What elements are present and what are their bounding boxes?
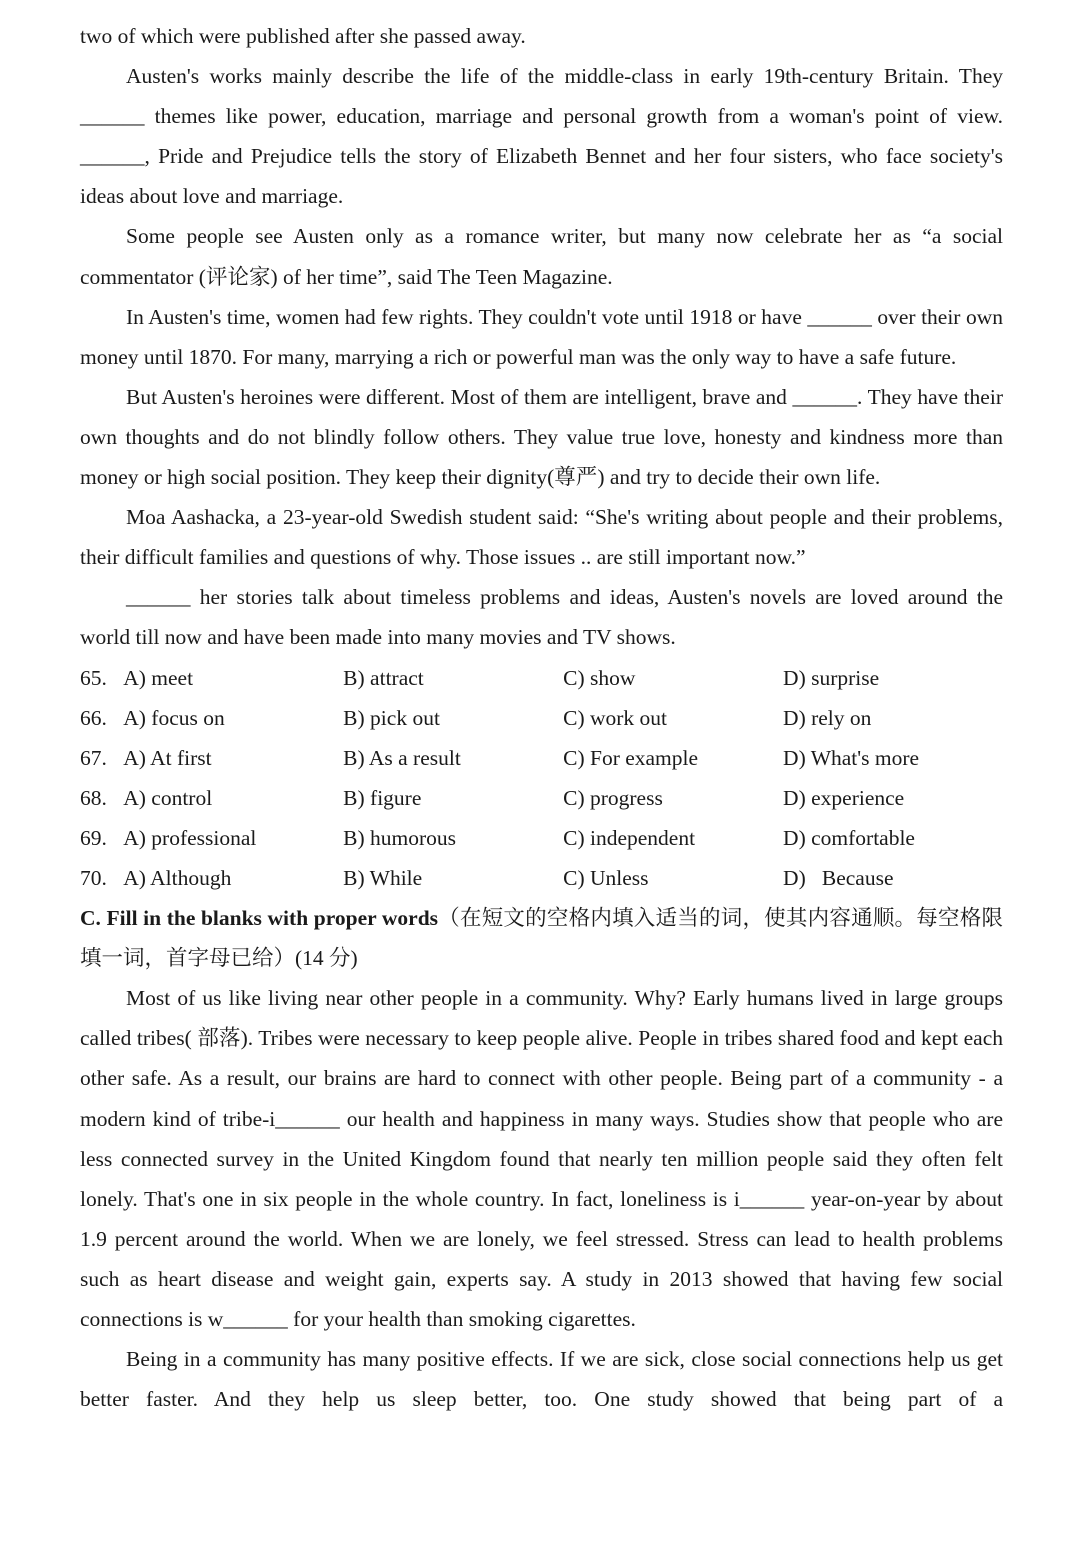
option-a: A) focus on [123,705,225,730]
section-instructions: （在短文的空格内填入适当的词，使其内容通顺。每空格限填一词，首字母已给）(14 分) [80,906,1003,971]
paragraph: Being in a community has many positive effects. If we are sick, close social connections help us get better faster. And they help us sleep better, too. One study showed that being part of a [80,1347,1003,1412]
question-number: 68. [80,785,107,810]
option-a: A) Although [123,865,232,890]
document-page [80,16,1003,1419]
section-heading [80,898,1003,978]
paragraph: ______ her stories talk about timeless problems and ideas, Austen's novels are loved around the world till now and have been made into many movies and TV shows. [80,585,1003,650]
option-d: D) rely on [783,705,872,730]
option-b: B) attract [343,665,424,690]
option-b: B) As a result [343,745,461,770]
option-d: D) comfortable [783,825,915,850]
paragraph: two of which were published after she passed away. [80,24,526,48]
paragraph: But Austen's heroines were different. Most of them are intelligent, brave and ______. They have their own thoughts and do not blindly follow others. They value true love, honesty and kindness more than money or high social position. They keep their dignity(尊严) and try to decide their own life. [80,384,1003,490]
option-b: B) pick out [343,705,440,730]
paragraph: Most of us like living near other people in a community. Why? Early humans lived in large groups called tribes( 部落). Tribes were necessary to keep people alive. People in tribes shared food and kept each other safe. As a result, our brains are hard to connect with other people. Being part of a community - a modern kind of tribe-i______ our health and happiness in many ways. Studies show that people who are less connected survey in the United Kingdom found that nearly ten million people said they often felt lonely. That's one in six people in the whole country. In fact, loneliness is i______ year-on-year by about 1.9 percent around the world. When we are lonely, we feel stressed. Stress can lead to health problems such as heart disease and weight gain, experts say. A study in 2013 showed that having few social connections is w______ for your health than smoking cigarettes. [80,986,1003,1331]
option-c: C) For example [563,745,699,770]
option-d: D) surprise [783,665,880,690]
option-c: C) independent [563,825,696,850]
question-row [80,738,1003,778]
option-c: C) progress [563,785,663,810]
question-row [80,858,1003,898]
option-a: A) professional [123,825,257,850]
question-row [80,818,1003,858]
option-a: A) At first [123,745,212,770]
option-c: C) Unless [563,865,649,890]
option-b: B) humorous [343,825,457,850]
option-b: B) figure [343,785,422,810]
option-a: A) control [123,785,213,810]
paragraph: Austen's works mainly describe the life of the middle-class in early 19th-century Britain. They ______ themes like power, education, marriage and personal growth from a woman's point of view. ______, Pride and Prejudice tells the story of Elizabeth Bennet and her four sisters, who face society's ideas about love and marriage. [80,64,1003,209]
option-d: D) experience [783,785,905,810]
question-number: 70. [80,865,107,890]
option-c: C) work out [563,705,668,730]
question-number: 65. [80,665,107,690]
section-title: C. Fill in the blanks with proper words [80,906,439,931]
paragraph: In Austen's time, women had few rights. They couldn't vote until 1918 or have ______ over their own money until 1870. For many, marrying a rich or powerful man was the only way to have a safe future. [80,304,1003,369]
question-row [80,778,1003,818]
option-b: B) While [343,865,423,890]
question-number: 69. [80,825,107,850]
option-d: D) What's more [783,745,920,770]
paragraph: Moa Aashacka, a 23-year-old Swedish student said: “She's writing about people and their problems, their difficult families and questions of why. Those issues .. are still important now.” [80,505,1003,570]
option-c: C) show [563,665,636,690]
question-row [80,698,1003,738]
question-row [80,658,1003,698]
option-a: A) meet [123,665,194,690]
question-list [80,658,1003,899]
question-number: 67. [80,745,107,770]
option-d: D) Because [783,865,894,890]
paragraph: Some people see Austen only as a romance writer, but many now celebrate her as “a social commentator (评论家) of her time”, said The Teen Magazine. [80,224,1003,289]
question-number: 66. [80,705,107,730]
